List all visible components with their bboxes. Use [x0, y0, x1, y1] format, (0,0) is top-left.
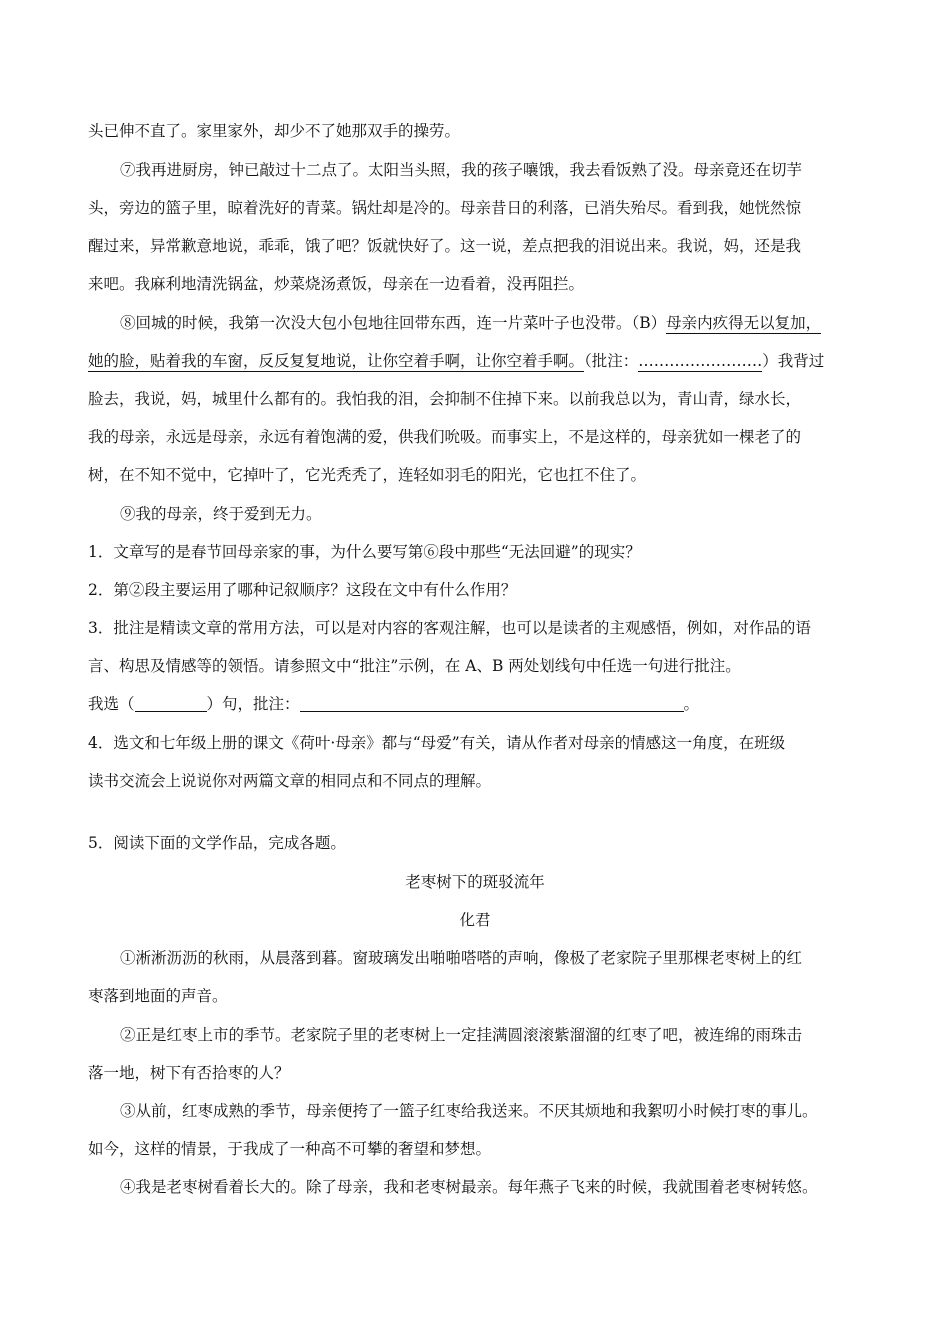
paragraph-7-line-4: 来吧。我麻利地清洗锅盆，炒菜烧汤煮饭，母亲在一边看着，没再阻拦。 — [88, 275, 585, 293]
paragraph-7-line-3: 醒过来，异常歉意地说，乖乖，饿了吧？饭就快好了。这一说，差点把我的泪说出来。我说，妈，还是我 — [88, 237, 802, 255]
question-5: 5．阅读下面的文学作品，完成各题。 — [88, 834, 346, 852]
passage-2-p3-line-2: 如今，这样的情景，于我成了一种高不可攀的奢望和梦想。 — [88, 1140, 492, 1158]
passage-2-author: 化君 — [459, 911, 491, 929]
question-4-line-1: 4．选文和七年级上册的课文《荷叶·母亲》都与“母爱”有关，请从作者对母亲的情感这一角度，在班级 — [88, 734, 786, 752]
paragraph-9: ⑨我的母亲，终于爱到无力。 — [120, 505, 322, 523]
question-4-line-2: 读书交流会上说说你对两篇文章的相同点和不同点的理解。 — [88, 772, 492, 790]
answer-end: 。 — [683, 695, 700, 713]
passage-2-p2-line-2: 落一地，树下有否拾枣的人？ — [88, 1064, 290, 1082]
underlined-sentence-b-cont: 她的脸，贴着我的车窗，反反复复地说，让你空着手啊，让你空着手啊。 — [88, 352, 585, 370]
question-3-answer-line — [88, 694, 699, 714]
passage-2-p2-line-1: ②正是红枣上市的季节。老家院子里的老枣树上一定挂满圆滚滚紫溜溜的红枣了吧，被连绵的雨珠击 — [120, 1026, 803, 1044]
paragraph-8-line-3: 脸去，我说，妈，城里什么都有的。我怕我的泪，会抑制不住掉下来。以前我总以为，青山青，绿水长， — [88, 390, 802, 408]
question-3-line-1: 3．批注是精读文章的常用方法，可以是对内容的客观注解，也可以是读者的主观感悟，例如，对作品的语 — [88, 619, 811, 637]
answer-middle: ）句，批注： — [206, 695, 300, 713]
passage-2-p1-line-2: 枣落到地面的声音。 — [88, 987, 228, 1005]
question-3-line-2: 言、构思及情感等的领悟。请参照文中“批注”示例，在 A、B 两处划线句中任选一句进行批注。 — [88, 657, 741, 675]
passage-2-p4-line-1: ④我是老枣树看着长大的。除了母亲，我和老枣树最亲。每年燕子飞来的时候，我就围着老枣树转悠。 — [120, 1178, 818, 1196]
annotation-open: （批注： — [584, 352, 639, 370]
question-2: 2．第②段主要运用了哪种记叙顺序？这段在文中有什么作用？ — [88, 581, 517, 599]
underlined-sentence-b: 母亲内疚得无以复加， — [666, 314, 822, 332]
passage-2-p1-line-1: ①淅淅沥沥的秋雨，从晨落到暮。窗玻璃发出啪啪嗒嗒的声响，像极了老家院子里那棵老枣树上的红 — [120, 949, 803, 967]
paragraph-6-end: 头已伸不直了。家里家外，却少不了她那双手的操劳。 — [88, 122, 461, 140]
paragraph-7-line-1: ⑦我再进厨房，钟已敲过十二点了。太阳当头照，我的孩子嚷饿，我去看饭熟了没。母亲竟还在切芋 — [120, 161, 803, 179]
annotation-close: ）我背过 — [762, 352, 825, 370]
paragraph-8-text: ⑧回城的时候，我第一次没大包小包地往回带东西，连一片菜叶子也没带。（B） — [120, 314, 667, 332]
paragraph-8-line-2 — [88, 351, 824, 371]
paragraph-7-line-2: 头，旁边的篮子里，晾着洗好的青菜。锅灶却是冷的。母亲昔日的利落，已消失殆尽。看到我，她恍然惊 — [88, 199, 802, 217]
annotation-dots: …………………… — [638, 352, 763, 370]
paragraph-8-line-4: 我的母亲，永远是母亲，永远有着饱满的爱，供我们吮吸。而事实上，不是这样的，母亲犹如一棵老了的 — [88, 428, 802, 446]
passage-2-title: 老枣树下的斑驳流年 — [405, 873, 545, 891]
answer-prefix: 我选（ — [88, 695, 135, 713]
sentence-choice-blank[interactable] — [135, 695, 207, 712]
paragraph-8-line-1 — [120, 313, 821, 333]
annotation-blank[interactable] — [300, 695, 684, 712]
paragraph-8-line-5: 树，在不知不觉中，它掉叶了，它光秃秃了，连轻如羽毛的阳光，它也扛不住了。 — [88, 466, 647, 484]
question-1: 1．文章写的是春节回母亲家的事，为什么要写第⑥段中那些“无法回避”的现实？ — [88, 543, 641, 561]
passage-2-p3-line-1: ③从前，红枣成熟的季节，母亲便挎了一篮子红枣给我送来。不厌其烦地和我絮叨小时候打枣的事儿。 — [120, 1102, 818, 1120]
